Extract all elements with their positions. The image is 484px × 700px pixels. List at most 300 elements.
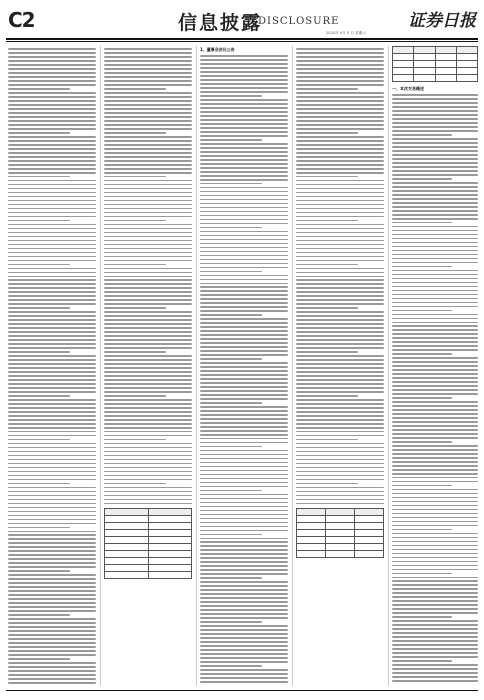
text-line xyxy=(8,379,96,381)
text-line xyxy=(104,483,166,485)
text-line xyxy=(8,100,96,102)
text-line xyxy=(200,151,288,153)
text-line xyxy=(200,187,288,189)
text-line xyxy=(392,600,478,602)
text-line xyxy=(392,668,478,670)
text-line xyxy=(8,642,96,644)
text-block xyxy=(104,48,192,504)
text-line xyxy=(8,240,96,242)
text-line xyxy=(200,179,288,181)
text-line xyxy=(104,168,192,170)
text-line xyxy=(8,319,96,321)
text-line xyxy=(104,419,192,421)
text-line xyxy=(104,80,192,82)
text-line xyxy=(200,318,288,320)
text-line xyxy=(8,124,96,126)
text-line xyxy=(392,381,478,383)
text-line xyxy=(296,315,384,317)
text-line xyxy=(8,148,96,150)
text-line xyxy=(8,590,96,592)
text-line xyxy=(104,479,192,481)
column-2 xyxy=(104,46,192,686)
text-line xyxy=(200,601,288,603)
text-line xyxy=(8,534,96,536)
text-line xyxy=(296,96,384,98)
text-line xyxy=(200,498,288,500)
text-line xyxy=(296,112,384,114)
text-line xyxy=(392,154,478,156)
text-line xyxy=(200,382,288,384)
text-line xyxy=(392,393,478,395)
text-line xyxy=(200,342,288,344)
text-line xyxy=(200,203,288,205)
text-line xyxy=(200,538,288,540)
text-line xyxy=(200,593,288,595)
text-line xyxy=(392,214,478,216)
text-line xyxy=(8,455,96,457)
text-line xyxy=(392,278,478,280)
text-line xyxy=(8,140,96,142)
text-line xyxy=(104,96,192,98)
text-line xyxy=(296,443,384,445)
text-line xyxy=(200,107,288,109)
text-line xyxy=(200,231,288,233)
text-line xyxy=(8,487,96,489)
text-line xyxy=(8,128,96,130)
text-line xyxy=(8,463,96,465)
text-line xyxy=(200,641,288,643)
text-line xyxy=(200,434,288,436)
text-line xyxy=(296,451,384,453)
text-line xyxy=(200,661,288,663)
text-line xyxy=(8,220,70,222)
text-line xyxy=(8,60,96,62)
text-line xyxy=(8,116,96,118)
text-line xyxy=(104,411,192,413)
text-line xyxy=(8,276,96,278)
text-line xyxy=(200,119,288,121)
text-line xyxy=(8,546,96,548)
text-line xyxy=(200,79,288,81)
text-line xyxy=(296,283,384,285)
text-line xyxy=(392,413,478,415)
column-divider xyxy=(196,46,197,686)
text-line xyxy=(296,100,384,102)
text-line xyxy=(104,303,192,305)
text-line xyxy=(8,228,96,230)
text-line xyxy=(392,94,478,96)
text-line xyxy=(296,503,384,505)
text-line xyxy=(392,608,478,610)
text-line xyxy=(392,170,478,172)
text-line xyxy=(200,267,288,269)
text-line xyxy=(8,574,96,576)
text-line xyxy=(200,59,288,61)
text-line xyxy=(392,525,478,527)
text-line xyxy=(200,490,262,492)
text-line xyxy=(200,617,288,619)
text-line xyxy=(392,226,478,228)
text-line xyxy=(104,387,192,389)
text-line xyxy=(104,48,192,50)
text-line xyxy=(200,430,288,432)
text-line xyxy=(392,385,478,387)
text-line xyxy=(392,114,478,116)
text-line xyxy=(200,613,288,615)
text-line xyxy=(296,455,384,457)
text-line xyxy=(200,227,262,229)
text-line xyxy=(200,251,288,253)
text-line xyxy=(392,433,478,435)
text-line xyxy=(392,485,452,487)
text-line xyxy=(104,232,192,234)
text-line xyxy=(392,441,452,443)
text-line xyxy=(8,339,96,341)
text-line xyxy=(200,275,288,277)
text-line xyxy=(8,268,96,270)
text-line xyxy=(392,298,478,300)
text-line xyxy=(200,211,288,213)
text-line xyxy=(296,156,384,158)
text-line xyxy=(8,499,96,501)
text-line xyxy=(104,188,192,190)
text-line xyxy=(296,232,384,234)
text-line xyxy=(200,526,288,528)
text-line xyxy=(200,195,288,197)
text-line xyxy=(200,494,288,496)
text-line xyxy=(104,276,192,278)
text-line xyxy=(8,443,96,445)
text-line xyxy=(8,682,96,684)
text-line xyxy=(392,389,478,391)
text-line xyxy=(296,355,384,357)
text-line xyxy=(200,127,288,129)
text-line xyxy=(200,534,262,536)
text-line xyxy=(8,108,96,110)
text-line xyxy=(104,331,192,333)
text-line xyxy=(200,633,288,635)
text-line xyxy=(392,533,478,535)
text-line xyxy=(392,489,478,491)
text-line xyxy=(8,467,96,469)
text-line xyxy=(200,358,262,360)
text-line xyxy=(200,557,288,559)
text-line xyxy=(8,188,96,190)
text-line xyxy=(8,602,96,604)
text-line xyxy=(8,331,96,333)
text-line xyxy=(200,163,288,165)
text-line xyxy=(8,654,96,656)
text-line xyxy=(8,614,70,616)
text-line xyxy=(8,618,96,620)
text-line xyxy=(392,218,478,220)
text-line xyxy=(392,361,478,363)
text-line xyxy=(296,224,384,226)
text-line xyxy=(296,192,384,194)
text-line xyxy=(104,60,192,62)
text-line xyxy=(392,632,478,634)
text-line xyxy=(392,553,478,555)
text-line xyxy=(392,158,478,160)
text-line xyxy=(8,303,96,305)
text-line xyxy=(8,248,96,250)
text-line xyxy=(8,638,96,640)
text-line xyxy=(8,327,96,329)
text-line xyxy=(200,223,288,225)
text-line xyxy=(392,290,478,292)
text-line xyxy=(392,210,478,212)
text-line xyxy=(8,670,96,672)
text-line xyxy=(392,178,452,180)
text-line xyxy=(104,64,192,66)
text-line xyxy=(296,104,384,106)
text-line xyxy=(200,314,262,316)
text-line xyxy=(104,208,192,210)
text-line xyxy=(104,335,192,337)
text-line xyxy=(392,501,478,503)
text-line xyxy=(200,561,288,563)
text-line xyxy=(200,374,288,376)
text-line xyxy=(392,306,478,308)
text-line xyxy=(8,662,96,664)
text-line xyxy=(104,295,192,297)
text-line xyxy=(392,676,478,678)
text-line xyxy=(8,323,96,325)
text-line xyxy=(296,68,384,70)
text-line xyxy=(104,503,192,505)
text-line xyxy=(8,491,96,493)
masthead xyxy=(6,6,478,40)
text-block xyxy=(8,48,96,683)
text-line xyxy=(8,538,96,540)
page-number: C2 xyxy=(8,8,35,32)
text-line xyxy=(104,52,192,54)
text-line xyxy=(104,383,192,385)
text-line xyxy=(104,447,192,449)
text-line xyxy=(392,206,478,208)
text-line xyxy=(392,349,478,351)
masthead-rule-thin xyxy=(6,41,478,42)
text-line xyxy=(296,216,384,218)
text-line xyxy=(8,523,96,525)
text-line xyxy=(8,192,96,194)
text-line xyxy=(8,634,96,636)
text-line xyxy=(104,164,192,166)
text-line xyxy=(8,483,70,485)
text-line xyxy=(392,437,478,439)
text-line xyxy=(200,410,288,412)
text-block xyxy=(296,48,384,504)
text-line xyxy=(8,558,96,560)
text-line xyxy=(8,164,96,166)
text-line xyxy=(200,569,288,571)
text-line xyxy=(392,98,478,100)
text-line xyxy=(200,625,288,627)
text-line xyxy=(200,111,288,113)
text-line xyxy=(296,399,384,401)
data-table xyxy=(104,508,192,579)
text-line xyxy=(104,495,192,497)
text-line xyxy=(8,52,96,54)
text-line xyxy=(8,395,70,397)
text-line xyxy=(8,84,96,86)
text-line xyxy=(296,347,384,349)
text-line xyxy=(296,483,358,485)
text-line xyxy=(296,144,384,146)
text-line xyxy=(104,315,192,317)
text-line xyxy=(104,264,166,266)
text-line xyxy=(200,366,288,368)
text-line xyxy=(200,506,288,508)
text-line xyxy=(296,363,384,365)
text-line xyxy=(392,680,478,682)
text-line xyxy=(200,386,288,388)
text-line xyxy=(200,159,288,161)
text-line xyxy=(392,373,478,375)
text-line xyxy=(8,156,96,158)
text-line xyxy=(296,419,384,421)
text-line xyxy=(200,279,288,281)
column-4 xyxy=(296,46,384,686)
text-line xyxy=(104,148,192,150)
text-line xyxy=(8,451,96,453)
text-line xyxy=(296,152,384,154)
text-line xyxy=(104,172,192,174)
text-line xyxy=(8,507,96,509)
text-line xyxy=(296,499,384,501)
text-line xyxy=(104,252,192,254)
text-line xyxy=(296,184,384,186)
text-line xyxy=(8,411,96,413)
text-line xyxy=(8,391,96,393)
text-line xyxy=(104,56,192,58)
text-line xyxy=(392,246,478,248)
text-line xyxy=(200,470,288,472)
text-line xyxy=(104,319,192,321)
text-line xyxy=(200,370,288,372)
text-line xyxy=(296,427,384,429)
text-line xyxy=(8,287,96,289)
text-line xyxy=(200,585,288,587)
text-line xyxy=(392,509,478,511)
text-line xyxy=(296,264,358,266)
text-line xyxy=(200,115,288,117)
text-line xyxy=(200,63,288,65)
text-line xyxy=(104,156,192,158)
text-line xyxy=(392,234,478,236)
text-line xyxy=(392,529,452,531)
text-line xyxy=(392,549,478,551)
text-line xyxy=(200,438,288,440)
text-line xyxy=(296,459,384,461)
text-line xyxy=(8,160,96,162)
text-line xyxy=(296,252,384,254)
text-line xyxy=(8,355,96,357)
text-line xyxy=(200,629,288,631)
text-line xyxy=(392,577,478,579)
text-line xyxy=(200,657,288,659)
text-line xyxy=(200,75,288,77)
text-line xyxy=(104,68,192,70)
text-line xyxy=(296,463,384,465)
text-line xyxy=(296,351,358,353)
text-line xyxy=(8,120,96,122)
text-line xyxy=(104,136,192,138)
text-line xyxy=(8,578,96,580)
text-line xyxy=(296,176,358,178)
text-line xyxy=(104,283,192,285)
text-line xyxy=(104,427,192,429)
text-line xyxy=(8,630,96,632)
text-line xyxy=(104,200,192,202)
text-line xyxy=(104,184,192,186)
text-line xyxy=(392,405,478,407)
text-line xyxy=(104,92,192,94)
text-line xyxy=(104,124,192,126)
text-line xyxy=(8,244,96,246)
text-line xyxy=(104,88,166,90)
text-line xyxy=(104,323,192,325)
text-line xyxy=(8,56,96,58)
masthead-meta: 2020年 9月 5 日 星期六 xyxy=(326,31,366,35)
text-line xyxy=(200,466,288,468)
text-line xyxy=(392,573,452,575)
text-line xyxy=(8,495,96,497)
text-line xyxy=(296,475,384,477)
text-line xyxy=(296,244,384,246)
text-line xyxy=(104,236,192,238)
text-line xyxy=(296,379,384,381)
text-line xyxy=(8,594,96,596)
text-line xyxy=(392,302,478,304)
text-line xyxy=(296,204,384,206)
text-line xyxy=(104,204,192,206)
text-line xyxy=(392,620,478,622)
text-line xyxy=(392,162,478,164)
text-line xyxy=(8,371,96,373)
text-line xyxy=(392,505,478,507)
text-line xyxy=(8,423,96,425)
text-line xyxy=(200,310,288,312)
text-line xyxy=(200,394,288,396)
text-line xyxy=(104,395,166,397)
text-line xyxy=(392,664,478,666)
text-line xyxy=(296,240,384,242)
text-line xyxy=(296,479,384,481)
text-line xyxy=(392,262,478,264)
text-line xyxy=(8,232,96,234)
text-line xyxy=(200,131,288,133)
text-line xyxy=(8,527,70,529)
text-line xyxy=(392,310,452,312)
text-line xyxy=(392,102,478,104)
text-line xyxy=(8,503,96,505)
text-line xyxy=(296,371,384,373)
text-line xyxy=(392,186,478,188)
text-line xyxy=(296,160,384,162)
text-line xyxy=(296,128,384,130)
text-line xyxy=(392,461,478,463)
text-line xyxy=(8,236,96,238)
text-line xyxy=(296,343,384,345)
text-line xyxy=(200,99,288,101)
text-line xyxy=(392,672,478,674)
text-line xyxy=(8,307,70,309)
text-line xyxy=(200,418,288,420)
text-line xyxy=(392,333,478,335)
text-line xyxy=(8,168,96,170)
text-line xyxy=(392,493,478,495)
